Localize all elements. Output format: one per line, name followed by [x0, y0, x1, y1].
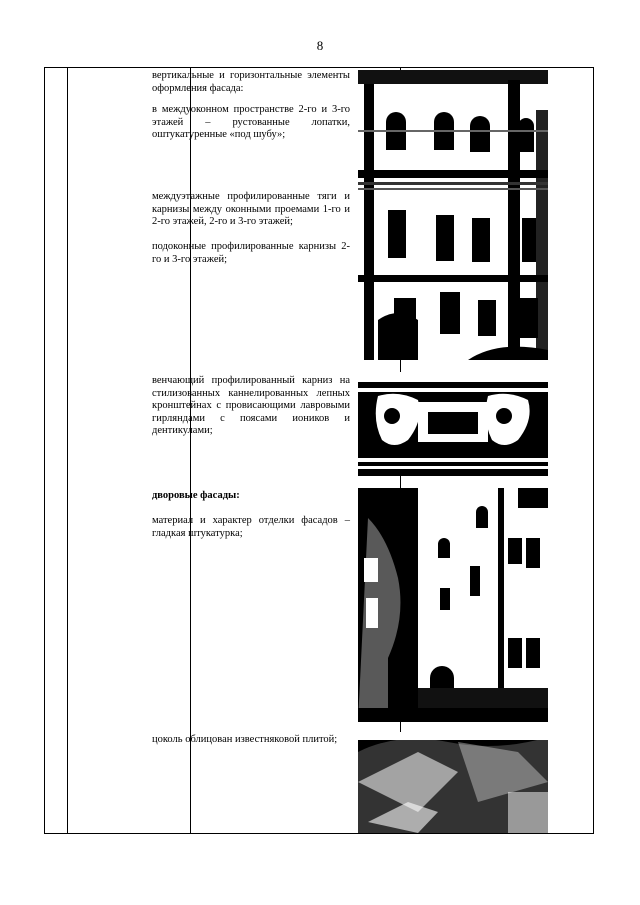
text-crowning: венчающий профилированный карниз на стилизованных каннелированных лепных кронштейнах с провисающими лавровыми гирляндами с поясами иоников и дентикулами; [152, 375, 350, 436]
text-courtyard-material: материал и характер отделки фасадов – гладкая штукатурка; [152, 515, 350, 539]
limestone-plinth-photo [358, 732, 548, 833]
text-sill: подоконные профилированные карнизы 2-го и 3-го этажей; [152, 241, 350, 265]
text-interwindow: в междуоконном пространстве 2-го и 3-го этажей – рустованные лопатки, оштукатуренные «под шубу»; [152, 104, 350, 140]
text-plinth: цоколь облицован известняковой плитой; [152, 734, 338, 745]
text-interfloor: междуэтажные профилированные тяги и карнизы между оконными проемами 1-го и 2-го этажей, 2-го и 3-го этажей; [152, 191, 350, 227]
page-number: 8 [316, 38, 324, 53]
column-divider [190, 68, 191, 833]
building-facade-photo [358, 70, 548, 360]
text-vertical-elements: вертикальные и горизонтальные элементы оформления фасада: [152, 70, 350, 94]
text-courtyard-heading: дворовые фасады: [152, 490, 240, 501]
courtyard-facade-photo [358, 488, 548, 722]
cornice-brackets-photo [358, 372, 548, 476]
column-divider [67, 68, 68, 833]
